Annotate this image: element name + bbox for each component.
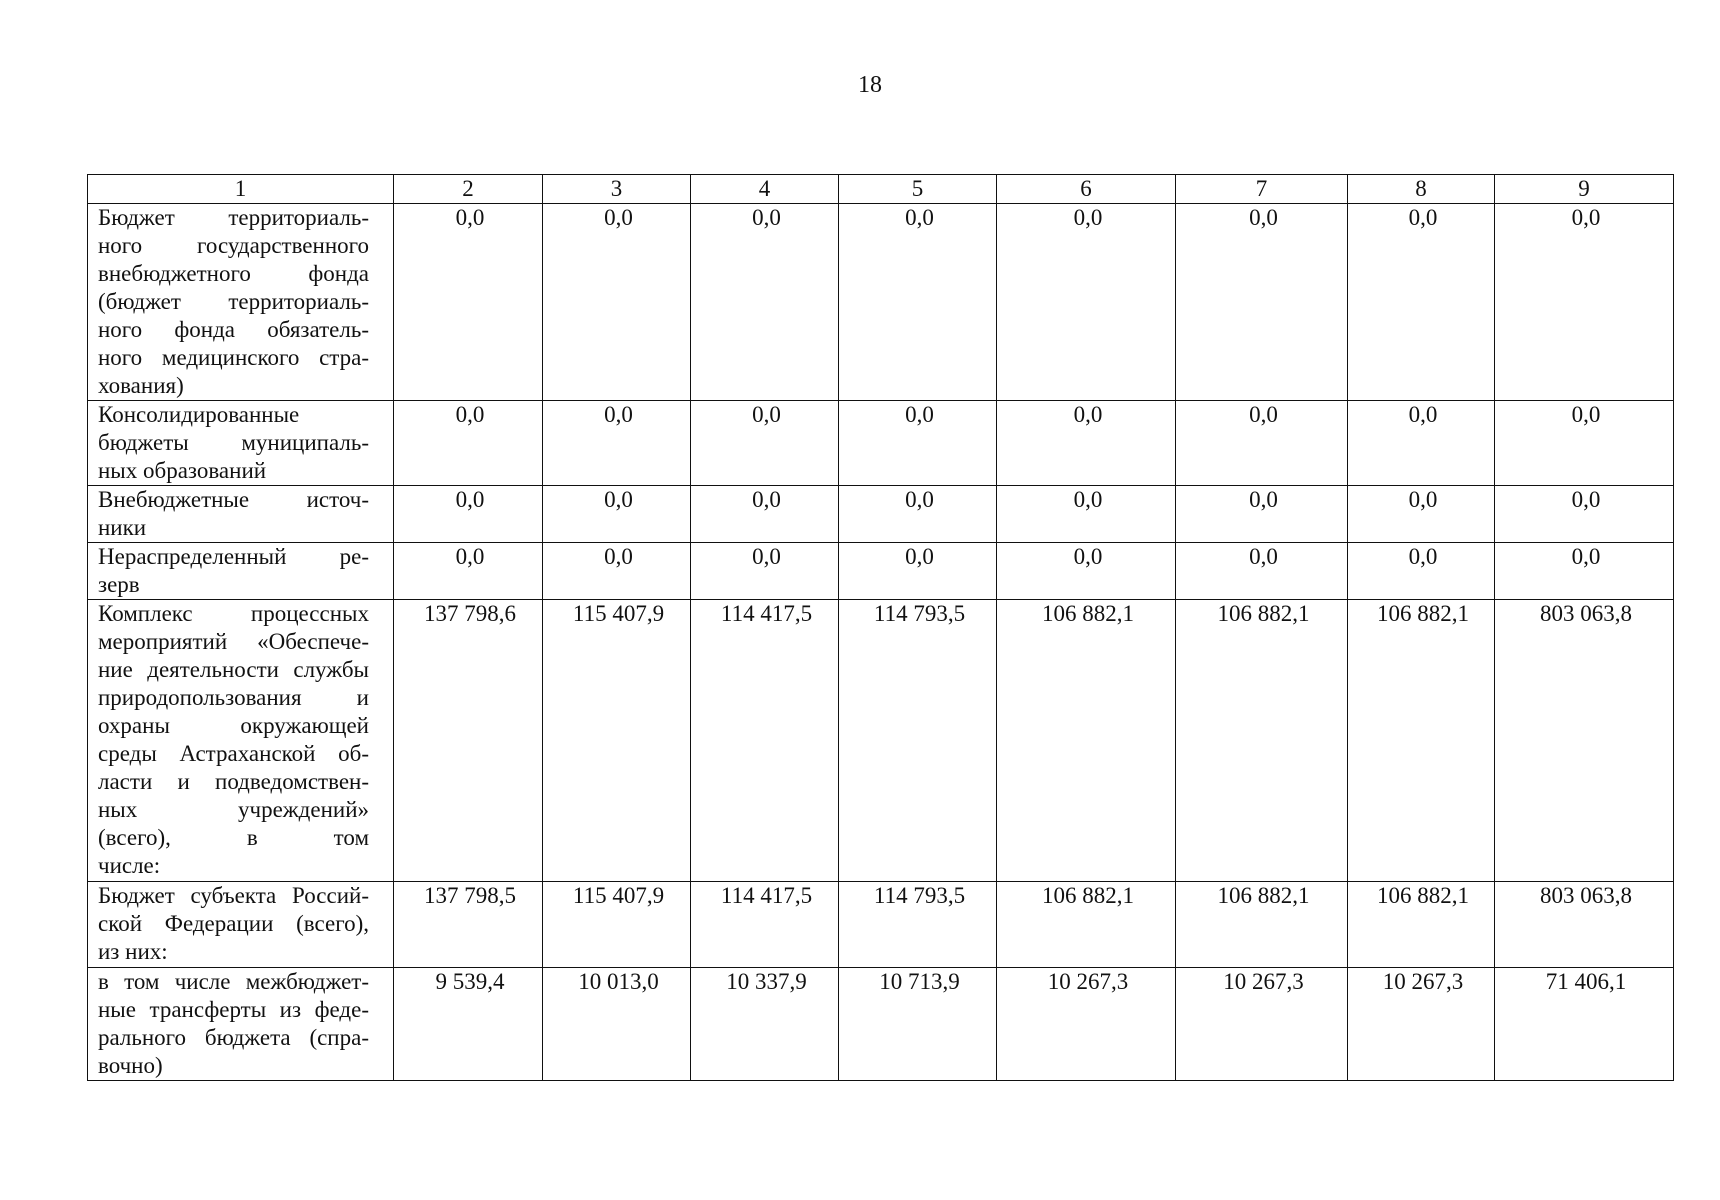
- table-row: [88, 882, 1674, 968]
- value-cell: [691, 401, 839, 486]
- table-row: [88, 543, 1674, 600]
- cell-value: 115 407,9: [572, 883, 665, 908]
- cell-value: 0,0: [905, 402, 934, 427]
- value-cell: [997, 401, 1176, 486]
- value-cell: [394, 204, 543, 401]
- value-cell: [839, 204, 997, 401]
- cell-value: 0,0: [752, 544, 781, 569]
- value-cell: [691, 543, 839, 600]
- value-cell: [1495, 543, 1674, 600]
- value-cell: [1176, 543, 1348, 600]
- value-cell: [839, 486, 997, 543]
- value-cell: [394, 486, 543, 543]
- column-header: 3: [543, 175, 691, 204]
- value-cell: [1348, 543, 1495, 600]
- cell-value: 0,0: [1249, 487, 1278, 512]
- value-cell: [1176, 968, 1348, 1081]
- row-label-line: ного медицинского стра-: [98, 345, 369, 370]
- value-cell: [394, 600, 543, 882]
- cell-value: 0,0: [604, 544, 633, 569]
- value-cell: [997, 600, 1176, 882]
- row-label-line: внебюджетного фонда: [98, 261, 369, 286]
- value-cell: [394, 401, 543, 486]
- value-cell: [1176, 204, 1348, 401]
- row-label-line: ской Федерации (всего),: [98, 911, 369, 936]
- row-label: [88, 968, 394, 1081]
- row-label-line: в том числе межбюджет-: [98, 969, 369, 994]
- row-label-line: ных образований: [98, 458, 267, 483]
- cell-value: 137 798,5: [424, 883, 516, 908]
- column-header: 1: [88, 175, 394, 204]
- value-cell: [1348, 204, 1495, 401]
- column-header: 4: [691, 175, 839, 204]
- table-row: [88, 600, 1674, 882]
- row-label-line: бюджеты муниципаль-: [98, 430, 369, 455]
- column-header: 2: [394, 175, 543, 204]
- cell-value: 0,0: [1073, 205, 1103, 230]
- value-cell: [543, 968, 691, 1081]
- column-header: 8: [1348, 175, 1495, 204]
- cell-value: 114 793,5: [873, 601, 966, 626]
- row-label-line: рального бюджета (спра-: [98, 1025, 369, 1050]
- value-cell: [1348, 968, 1495, 1081]
- value-cell: [543, 401, 691, 486]
- value-cell: [543, 882, 691, 968]
- row-label-line: Бюджет территориаль-: [98, 205, 369, 230]
- cell-value: 803 063,8: [1540, 601, 1632, 626]
- cell-value: 0,0: [1408, 205, 1438, 230]
- value-cell: [997, 543, 1176, 600]
- cell-value: 115 407,9: [572, 601, 665, 626]
- value-cell: [839, 543, 997, 600]
- row-label-line: ных учреждений»: [98, 797, 369, 822]
- cell-value: 0,0: [1073, 487, 1103, 512]
- cell-value: 106 882,1: [1217, 883, 1310, 908]
- value-cell: [1176, 882, 1348, 968]
- value-cell: [1176, 600, 1348, 882]
- row-label: [88, 543, 394, 600]
- row-label-line: числе:: [98, 853, 161, 878]
- value-cell: [1176, 486, 1348, 543]
- row-label-line: ного фонда обязатель-: [98, 317, 369, 342]
- cell-value: 0,0: [752, 487, 781, 512]
- table-header-row: [88, 175, 1674, 204]
- value-cell: [1495, 204, 1674, 401]
- cell-value: 0,0: [1408, 402, 1438, 427]
- value-cell: [543, 204, 691, 401]
- budget-table: [87, 174, 1674, 1081]
- row-label: [88, 486, 394, 543]
- value-cell: [997, 882, 1176, 968]
- table-row: [88, 486, 1674, 543]
- cell-value: 10 267,3: [1047, 969, 1129, 994]
- column-header: 5: [839, 175, 997, 204]
- value-cell: [394, 543, 543, 600]
- row-label-line: Консолидированные: [98, 402, 300, 427]
- row-label-line: Комплекс процессных: [98, 601, 369, 626]
- value-cell: [1495, 486, 1674, 543]
- row-label-line: ные трансферты из феде-: [98, 997, 369, 1022]
- cell-value: 0,0: [455, 487, 485, 512]
- row-label-line: вочно): [98, 1053, 163, 1078]
- cell-value: 9 539,4: [435, 969, 505, 994]
- cell-value: 0,0: [1571, 487, 1601, 512]
- value-cell: [543, 486, 691, 543]
- row-label: [88, 600, 394, 882]
- row-label-line: Бюджет субъекта Россий-: [98, 883, 369, 908]
- cell-value: 0,0: [1571, 402, 1601, 427]
- cell-value: 106 882,1: [1042, 883, 1134, 908]
- row-label-line: среды Астраханской об-: [98, 741, 369, 766]
- row-label-line: ники: [98, 515, 147, 540]
- cell-value: 10 713,9: [879, 969, 960, 994]
- cell-value: 10 267,3: [1382, 969, 1464, 994]
- cell-value: 10 267,3: [1223, 969, 1304, 994]
- value-cell: [997, 968, 1176, 1081]
- value-cell: [997, 486, 1176, 543]
- value-cell: [394, 882, 543, 968]
- value-cell: [1348, 486, 1495, 543]
- value-cell: [839, 882, 997, 968]
- table-row: [88, 204, 1674, 401]
- value-cell: [1348, 401, 1495, 486]
- cell-value: 106 882,1: [1042, 601, 1134, 626]
- cell-value: 114 417,5: [720, 601, 813, 626]
- cell-value: 0,0: [1073, 544, 1103, 569]
- row-label-line: хования): [98, 373, 184, 398]
- table-row: [88, 968, 1674, 1081]
- value-cell: [691, 968, 839, 1081]
- cell-value: 106 882,1: [1217, 601, 1310, 626]
- value-cell: [394, 968, 543, 1081]
- row-label: [88, 204, 394, 401]
- value-cell: [1495, 401, 1674, 486]
- cell-value: 0,0: [455, 544, 485, 569]
- cell-value: 10 013,0: [578, 969, 659, 994]
- cell-value: 71 406,1: [1545, 969, 1627, 994]
- row-label-line: ние деятельности службы: [98, 657, 369, 682]
- value-cell: [839, 968, 997, 1081]
- column-header: 6: [997, 175, 1176, 204]
- cell-value: 0,0: [1408, 544, 1438, 569]
- row-label-line: Внебюджетные источ-: [98, 487, 369, 512]
- row-label-line: (бюджет территориаль-: [98, 289, 369, 314]
- value-cell: [839, 600, 997, 882]
- row-label-line: ласти и подведомствен-: [98, 769, 369, 794]
- row-label-line: ного государственного: [98, 233, 369, 258]
- value-cell: [691, 600, 839, 882]
- cell-value: 0,0: [752, 205, 781, 230]
- row-label: [88, 882, 394, 968]
- row-label-line: охраны окружающей: [98, 713, 369, 738]
- cell-value: 114 793,5: [873, 883, 966, 908]
- cell-value: 0,0: [455, 205, 485, 230]
- row-label-line: зерв: [98, 572, 140, 597]
- value-cell: [543, 543, 691, 600]
- cell-value: 0,0: [1249, 205, 1278, 230]
- cell-value: 0,0: [455, 402, 485, 427]
- row-label-line: из них:: [98, 939, 168, 964]
- row-label-line: природопользования и: [98, 685, 369, 710]
- value-cell: [691, 486, 839, 543]
- page-number: 18: [858, 72, 882, 98]
- cell-value: 0,0: [1408, 487, 1438, 512]
- cell-value: 0,0: [752, 402, 781, 427]
- cell-value: 0,0: [905, 205, 934, 230]
- column-header: 7: [1176, 175, 1348, 204]
- value-cell: [1495, 600, 1674, 882]
- row-label-line: (всего), в том: [98, 825, 369, 850]
- cell-value: 114 417,5: [720, 883, 813, 908]
- cell-value: 0,0: [604, 487, 633, 512]
- cell-value: 106 882,1: [1377, 883, 1469, 908]
- cell-value: 0,0: [604, 205, 633, 230]
- cell-value: 0,0: [604, 402, 633, 427]
- value-cell: [1348, 600, 1495, 882]
- cell-value: 0,0: [1571, 205, 1601, 230]
- cell-value: 0,0: [905, 487, 934, 512]
- value-cell: [691, 204, 839, 401]
- cell-value: 0,0: [905, 544, 934, 569]
- cell-value: 106 882,1: [1377, 601, 1469, 626]
- cell-value: 10 337,9: [726, 969, 807, 994]
- value-cell: [1495, 968, 1674, 1081]
- cell-value: 0,0: [1571, 544, 1601, 569]
- column-header: 9: [1495, 175, 1674, 204]
- cell-value: 0,0: [1249, 402, 1278, 427]
- cell-value: 0,0: [1073, 402, 1103, 427]
- table-row: [88, 401, 1674, 486]
- table-body: [88, 204, 1674, 1081]
- row-label-line: Нераспределенный ре-: [98, 544, 369, 569]
- value-cell: [691, 882, 839, 968]
- value-cell: [1495, 882, 1674, 968]
- value-cell: [1348, 882, 1495, 968]
- cell-value: 137 798,6: [424, 601, 516, 626]
- value-cell: [1176, 401, 1348, 486]
- cell-value: 803 063,8: [1540, 883, 1632, 908]
- value-cell: [543, 600, 691, 882]
- row-label: [88, 401, 394, 486]
- value-cell: [997, 204, 1176, 401]
- row-label-line: мероприятий «Обеспече-: [98, 629, 369, 654]
- cell-value: 0,0: [1249, 544, 1278, 569]
- value-cell: [839, 401, 997, 486]
